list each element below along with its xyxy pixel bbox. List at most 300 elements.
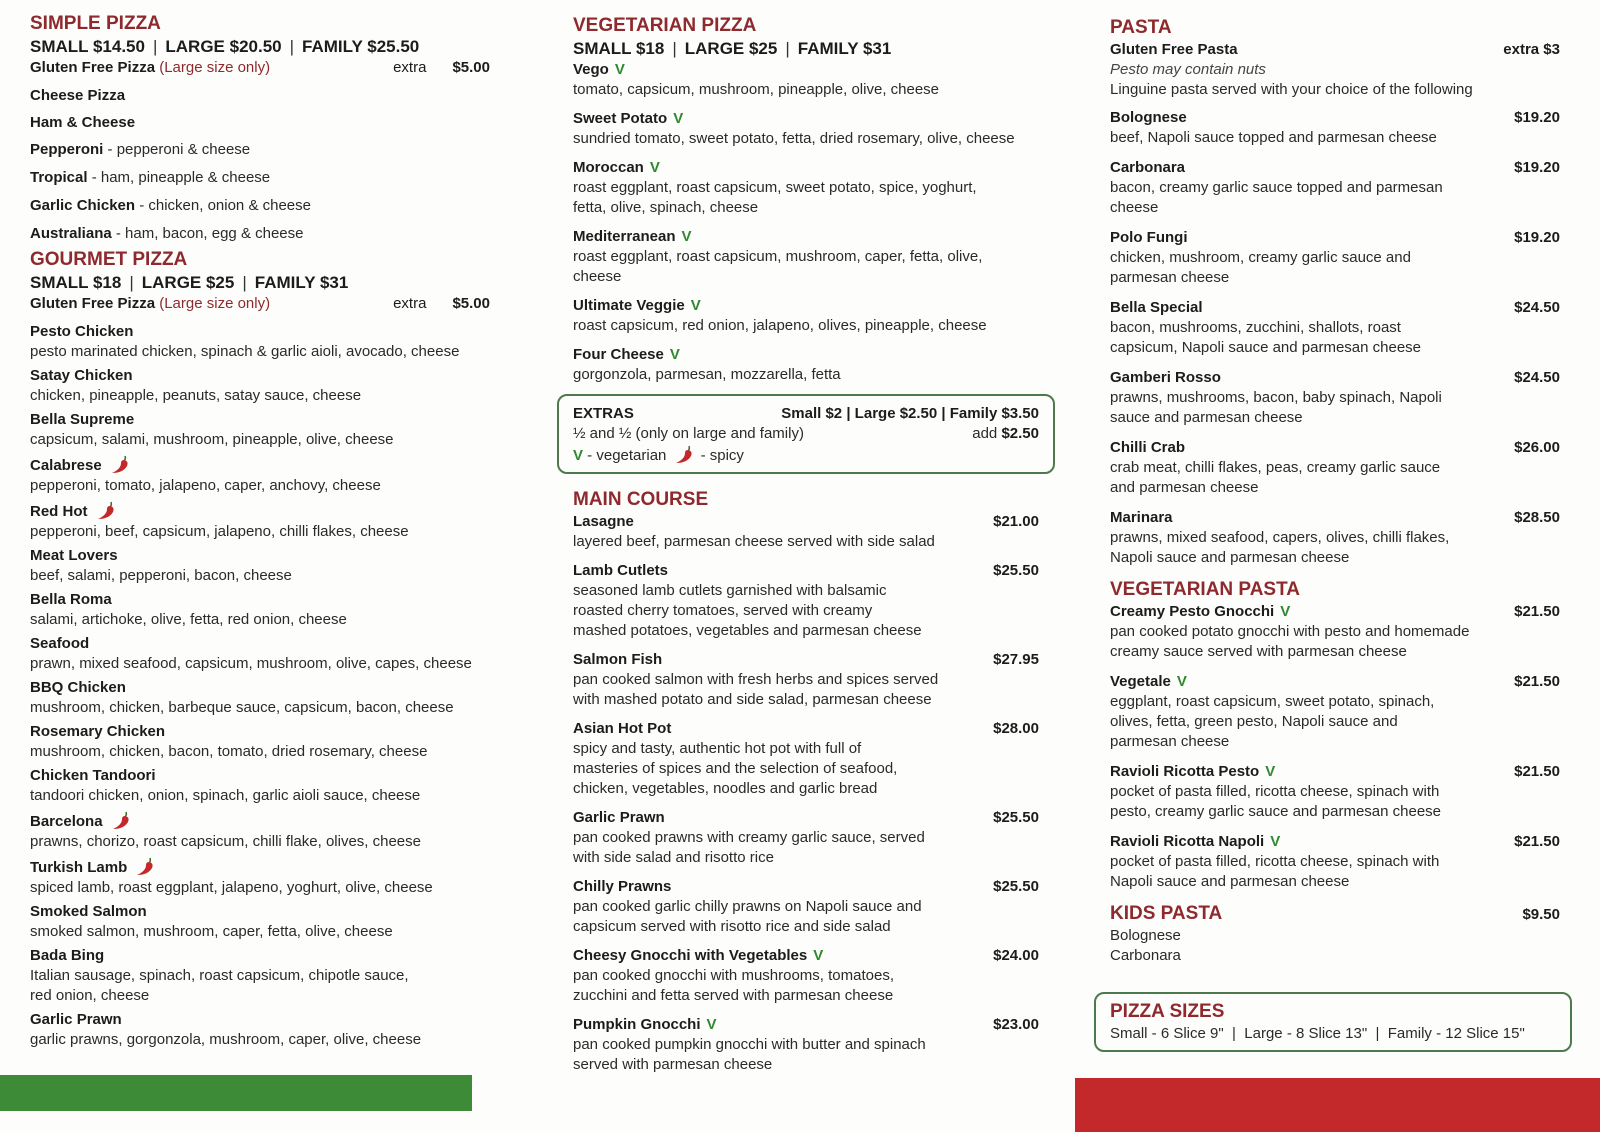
item-description: zucchini and fetta served with parmesan cheese [573,987,894,1004]
chilli-spicy-icon [96,500,118,520]
size-price: LARGE $25 [684,39,778,58]
item-name: Tropical [30,169,88,186]
item-price: $24.50 [1514,299,1560,316]
size-prices [30,272,520,294]
item-description: mushroom, chicken, bacon, tomato, dried rosemary, cheese [30,743,428,760]
item-name-group [1110,672,1187,692]
chilli-spicy-icon [110,454,132,474]
item-description: - pepperoni & cheese [103,141,251,158]
menu-item [30,410,520,450]
vegetarian-mark: V [649,159,660,176]
item-name: Bolognese [1110,109,1187,126]
item-description: pan cooked potato gnocchi with pesto and homemade [1110,623,1470,640]
item-description: crab meat, chilli flakes, peas, creamy garlic sauce [1110,459,1441,476]
add-price: $2.50 [1001,425,1039,442]
item-name: Pepperoni [30,141,104,158]
item-description: gorgonzola, parmesan, mozzarella, fetta [573,366,841,383]
size-price: FAMILY $31 [797,39,892,58]
item-header [1110,368,1560,388]
item-header [573,296,1039,316]
item-header [573,227,1039,247]
item-price: $19.20 [1514,159,1560,176]
vegetarian-mark: V [813,947,824,964]
column-middle [573,14,1039,1084]
item-name-group [30,546,118,566]
red-stripe [1075,1078,1600,1132]
menu-item-text [30,196,311,216]
gluten-price-group [393,294,490,314]
item-name: Carbonara [1110,159,1186,176]
item-name: Vego [573,61,609,78]
pizza-size-list [1110,1024,1562,1044]
item-name-group [573,158,660,178]
item-price: $23.00 [993,1016,1039,1033]
section-title: MAIN COURSE [573,489,709,510]
item-header [30,546,520,566]
gluten-name: Gluten Free Pizza [30,295,156,312]
menu-item [30,168,520,188]
gluten-free-pasta-row [1110,40,1560,60]
item-name-group [1110,508,1173,528]
menu-item-text [30,113,135,132]
item-description: olives, fetta, green pesto, Napoli sauce and [1110,713,1398,730]
item-description: cheese [573,268,622,285]
item-description: beef, salami, pepperoni, bacon, cheese [30,567,292,584]
item-header [1110,832,1560,852]
item-name-group [573,109,683,129]
vegetarian-mark: V [614,61,625,78]
item-name-group [30,322,133,342]
menu-item [573,650,1039,710]
item-name-group [30,678,126,698]
item-description: prawns, mixed seafood, capers, olives, chilli flakes, [1110,529,1450,546]
item-name-group [573,227,692,247]
vegetarian-mark: V [1270,833,1281,850]
item-description: masteries of spices and the selection of seafood, [573,760,898,777]
vegetarian-label: - vegetarian [583,447,667,464]
item-header [30,454,520,476]
vegetarian-mark: V [706,1016,717,1033]
item-description: pesto marinated chicken, spinach & garlic aioli, avocado, cheese [30,343,460,360]
size-prices [30,36,520,58]
item-name: Pesto Chicken [30,323,134,340]
column-left [30,12,520,1054]
vegetarian-symbol: V [573,447,584,464]
item-name: Seafood [30,635,90,652]
item-description: chicken, mushroom, creamy garlic sauce and [1110,249,1411,266]
item-price: $19.20 [1514,109,1560,126]
item-name-group [1110,368,1221,388]
item-description: spicy and tasty, authentic hot pot with full of [573,740,862,757]
pasta-intro: Linguine pasta served with your choice of the following [1110,81,1473,98]
item-name: Smoked Salmon [30,903,147,920]
item-description: chicken, vegetables, noodles and garlic bread [573,780,878,797]
gluten-name: Gluten Free Pizza [30,59,156,76]
item-header [1110,602,1560,622]
gluten-price-group [393,58,490,78]
menu-item [30,113,520,132]
item-header [1110,108,1560,128]
item-description: served with parmesan cheese [573,1056,773,1073]
menu-item [573,1015,1039,1075]
item-header [30,1010,520,1030]
item-name-group [30,366,133,386]
item-header [30,590,520,610]
menu-item [30,86,520,105]
item-header [573,158,1039,178]
gluten-price: $5.00 [452,59,490,76]
menu-item-text [30,168,270,188]
menu-item [30,766,520,806]
item-price: $21.50 [1514,673,1560,690]
gluten-note: (Large size only) [159,59,271,76]
item-name: Lasagne [573,513,634,530]
menu-item [1110,368,1560,428]
item-description: red onion, cheese [30,987,150,1004]
item-header [573,60,1039,80]
gluten-free-pasta: Gluten Free Pasta [1110,41,1238,58]
extra-label: extra [393,295,427,312]
vegetarian-mark: V [669,346,680,363]
item-name: Bada Bing [30,947,105,964]
separator: | [1223,1025,1245,1042]
menu-item [1110,108,1560,148]
extras-title: EXTRAS [573,405,634,422]
kids-pasta-header [1110,902,1560,926]
item-description: pan cooked pumpkin gnocchi with butter and spinach [573,1036,926,1053]
menu-item [573,296,1039,336]
menu-item [30,196,520,216]
chilli-spicy-icon [111,810,133,830]
item-name-group [30,722,165,742]
item-name: Creamy Pesto Gnocchi [1110,603,1275,620]
item-description: with mashed potato and side salad, parmesan cheese [573,691,932,708]
menu-item [30,634,520,674]
menu-item [573,808,1039,868]
item-description: tandoori chicken, onion, spinach, garlic aioli sauce, cheese [30,787,421,804]
item-name-group [30,810,133,832]
item-name: Turkish Lamb [30,859,128,876]
gluten-free-row [30,294,520,314]
item-description: salami, artichoke, olive, fetta, red onion, cheese [30,611,347,628]
item-name: BBQ Chicken [30,679,126,696]
item-name-group [30,590,112,610]
item-name: Red Hot [30,503,88,520]
vegetarian-mark: V [690,297,701,314]
vegetarian-mark: V [673,110,684,127]
item-description: Napoli sauce and parmesan cheese [1110,873,1350,890]
item-description: smoked salmon, mushroom, caper, fetta, olive, cheese [30,923,393,940]
item-name: Chilly Prawns [573,878,672,895]
item-description: prawns, mushrooms, bacon, baby spinach, Napoli [1110,389,1442,406]
vegetarian-mark: V [1265,763,1276,780]
item-description: - ham, bacon, egg & cheese [111,225,304,242]
separator: | [242,273,247,292]
item-description: bacon, creamy garlic sauce topped and parmesan [1110,179,1443,196]
item-header [1110,158,1560,178]
item-description: pepperoni, tomato, jalapeno, caper, anchovy, cheese [30,477,381,494]
item-description: chicken, pineapple, peanuts, satay sauce, cheese [30,387,362,404]
chilli-spicy-icon [135,856,157,876]
item-name: Bella Supreme [30,411,135,428]
item-name-group [30,500,118,522]
item-name-group [1110,228,1187,248]
column-right [1110,16,1560,1052]
menu-item [1110,228,1560,288]
item-name: Garlic Prawn [30,1011,122,1028]
item-name: Salmon Fish [573,651,663,668]
item-name: Ultimate Veggie [573,297,685,314]
item-header [1110,508,1560,528]
item-header [573,345,1039,365]
item-price: $27.95 [993,651,1039,668]
item-name-group [30,454,132,476]
item-description: garlic prawns, gorgonzola, mushroom, caper, olive, cheese [30,1031,422,1048]
item-name: Ravioli Ricotta Pesto [1110,763,1260,780]
menu-item [30,856,520,898]
item-description: roast capsicum, red onion, jalapeno, olives, pineapple, cheese [573,317,987,334]
menu-item [573,719,1039,799]
item-description: capsicum, salami, mushroom, pineapple, olive, cheese [30,431,394,448]
menu-item [30,454,520,496]
item-header [30,678,520,698]
gluten-note: (Large size only) [159,295,271,312]
item-name-group [1110,438,1185,458]
item-description: roasted cherry tomatoes, served with creamy [573,602,873,619]
size-price: SMALL $18 [30,273,122,292]
item-description: pesto, creamy garlic sauce and parmesan cheese [1110,803,1442,820]
separator: | [785,39,790,58]
item-description: creamy sauce served with parmesan cheese [1110,643,1407,660]
half-half-row [573,424,1039,444]
item-name-group [30,856,157,878]
size-prices [573,38,1039,60]
menu-item [1110,762,1560,822]
menu-item [573,561,1039,641]
item-name-group [573,512,634,532]
item-header [30,902,520,922]
item-header [30,500,520,522]
item-name: Chilli Crab [1110,439,1186,456]
item-price: $24.00 [993,947,1039,964]
item-name-group [1110,158,1185,178]
item-description: pepperoni, beef, capsicum, jalapeno, chilli flakes, cheese [30,523,409,540]
menu-item [30,722,520,762]
menu-item [30,224,520,244]
menu-item [573,60,1039,100]
item-description: - ham, pineapple & cheese [87,169,271,186]
separator: | [129,273,134,292]
item-name: Bella Roma [30,591,112,608]
item-description: roast eggplant, roast capsicum, mushroom, caper, fetta, olive, [573,248,983,265]
extras-box [557,394,1055,474]
item-price: $21.50 [1514,833,1560,850]
menu-item [1110,438,1560,498]
gluten-price: $5.00 [452,295,490,312]
extras-prices: Small $2 | Large $2.50 | Family $3.50 [781,405,1039,422]
extras-header [573,404,1039,424]
item-description: beef, Napoli sauce topped and parmesan cheese [1110,129,1437,146]
section-title: VEGETARIAN PIZZA [573,15,757,36]
item-name: Calabrese [30,457,102,474]
item-price: $28.00 [993,720,1039,737]
pizza-size: Small - 6 Slice 9" [1110,1025,1224,1042]
size-price: SMALL $14.50 [30,37,145,56]
item-header [1110,298,1560,318]
menu-item [30,810,520,852]
size-price: FAMILY $25.50 [302,37,420,56]
item-name-group [573,296,701,316]
item-name: Garlic Prawn [573,809,665,826]
section-title: GOURMET PIZZA [30,249,188,270]
half-half-label: ½ and ½ (only on large and family) [573,425,804,442]
menu-item [573,877,1039,937]
item-header [30,946,520,966]
gluten-label [30,58,270,78]
item-name: Australiana [30,225,112,242]
chilli-spicy-icon [674,444,696,464]
menu-item [1110,832,1560,892]
legend [573,444,744,466]
item-name-group [30,902,147,922]
item-name-group [1110,602,1290,622]
simple-pizza-list [30,86,520,244]
item-price: $19.20 [1514,229,1560,246]
separator: | [152,37,158,56]
size-price: LARGE $20.50 [165,37,282,56]
spicy-label: - spicy [696,447,744,464]
item-description: eggplant, roast capsicum, sweet potato, spinach, [1110,693,1435,710]
item-name: Four Cheese [573,346,664,363]
item-name: Ham & Cheese [30,114,136,131]
item-description: and parmesan cheese [1110,479,1259,496]
section-title: KIDS PASTA [1110,903,1223,924]
menu-item [1110,298,1560,358]
item-name: Sweet Potato [573,110,668,127]
item-description: cheese [1110,199,1159,216]
item-name-group [30,766,156,786]
half-half-price [972,424,1039,444]
item-header [573,719,1039,739]
item-price: $26.00 [1514,439,1560,456]
item-description: capsicum served with risotto rice and side salad [573,918,891,935]
item-header [573,877,1039,897]
item-description: with side salad and risotto rice [573,849,774,866]
item-header [30,366,520,386]
item-name-group [573,561,668,581]
item-name: Ravioli Ricotta Napoli [1110,833,1265,850]
item-name: Garlic Chicken [30,197,136,214]
item-description: layered beef, parmesan cheese served with side salad [573,533,935,550]
item-description: Italian sausage, spinach, roast capsicum, chipotle sauce, [30,967,409,984]
menu-item [573,946,1039,1006]
size-price: SMALL $18 [573,39,665,58]
item-name-group [1110,108,1187,128]
vegetarian-mark: V [1176,673,1187,690]
gluten-price: extra $3 [1503,41,1560,58]
item-header [1110,672,1560,692]
add-label: add [972,425,998,442]
pizza-sizes-box [1094,992,1572,1052]
item-name: Cheesy Gnocchi with Vegetables [573,947,808,964]
item-name: Lamb Cutlets [573,562,669,579]
item-name: Meat Lovers [30,547,118,564]
item-description: spiced lamb, roast eggplant, jalapeno, yoghurt, olive, cheese [30,879,433,896]
item-header [573,650,1039,670]
item-description: pan cooked gnocchi with mushrooms, tomatoes, [573,967,894,984]
item-name-group [573,877,671,897]
item-description: pan cooked salmon with fresh herbs and spices served [573,671,939,688]
menu-item [573,227,1039,287]
item-name: Pumpkin Gnocchi [573,1016,701,1033]
menu-item [573,345,1039,385]
item-name: Satay Chicken [30,367,133,384]
item-description: mushroom, chicken, barbeque sauce, capsicum, bacon, cheese [30,699,454,716]
item-price: $24.50 [1514,369,1560,386]
item-name-group [573,60,625,80]
vegetarian-mark: V [681,228,692,245]
item-name: Cheese Pizza [30,87,126,104]
item-price: $21.50 [1514,763,1560,780]
item-name-group [573,946,823,966]
menu-item [1110,672,1560,752]
item-description: bacon, mushrooms, zucchini, shallots, roast [1110,319,1401,336]
item-description: tomato, capsicum, mushroom, pineapple, olive, cheese [573,81,940,98]
menu-item-text [30,86,125,105]
section-title: PASTA [1110,17,1172,38]
item-header [1110,762,1560,782]
gluten-free-row [30,58,520,78]
item-price: $28.50 [1514,509,1560,526]
item-name: Barcelona [30,813,103,830]
menu-item [30,590,520,630]
item-description: mashed potatoes, vegetables and parmesan cheese [573,622,922,639]
item-description: pocket of pasta filled, ricotta cheese, spinach with [1110,853,1440,870]
item-description: parmesan cheese [1110,733,1230,750]
item-name: Rosemary Chicken [30,723,166,740]
item-description: capsicum, Napoli sauce and parmesan cheese [1110,339,1422,356]
menu-item [30,500,520,542]
item-name-group [573,1015,717,1035]
item-name-group [1110,298,1203,318]
item-price: $21.50 [1514,603,1560,620]
legend-row [573,444,1039,466]
item-price: $25.50 [993,878,1039,895]
menu-item [573,512,1039,552]
size-price: FAMILY $31 [254,273,349,292]
extra-label: extra [393,59,427,76]
menu-item [573,158,1039,218]
item-header [1110,438,1560,458]
item-header [573,512,1039,532]
vegetarian-mark: V [1280,603,1291,620]
item-header [573,808,1039,828]
section-title: VEGETARIAN PASTA [1110,579,1301,600]
item-name: Bella Special [1110,299,1203,316]
section-title: SIMPLE PIZZA [30,13,161,34]
item-header [573,109,1039,129]
item-description: seasoned lamb cutlets garnished with balsamic [573,582,887,599]
item-header [30,410,520,430]
menu-item [30,322,520,362]
item-price: $25.50 [993,562,1039,579]
item-header [30,810,520,832]
item-name-group [30,410,134,430]
item-name: Moroccan [573,159,644,176]
item-name-group [1110,832,1280,852]
kids-item: Bolognese [1110,927,1181,944]
menu-item [1110,508,1560,568]
